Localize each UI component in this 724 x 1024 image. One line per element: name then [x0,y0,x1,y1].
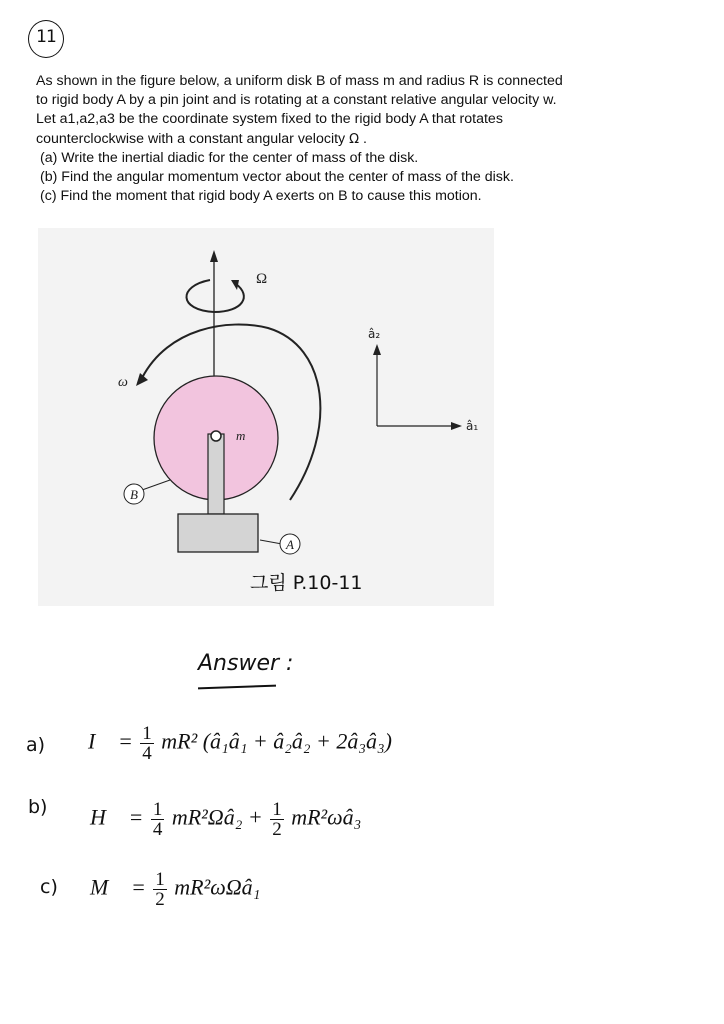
omega-arrowhead [136,373,148,386]
answer-b-label: b) [28,796,48,818]
answer-c-equation [90,870,260,909]
figure [38,228,494,606]
B-label: B [130,487,138,502]
answer-a-label: a) [26,734,46,756]
problem-number: 11 [36,27,56,47]
a1-label: â₁ [466,419,479,433]
pin-joint [211,431,221,441]
answer-a-fraction [140,724,154,763]
mass-label: m [236,428,246,443]
answer-b-lhs: H⃗ = [90,804,144,830]
figure-caption: 그림 P.10-11 [250,572,363,594]
problem-line-1: As shown in the figure below, a uniform disk B of mass m and radius R is connected [36,73,563,89]
disk-figure-svg [38,228,494,606]
answer-a-lhs: I⃗ = [88,728,133,754]
answer-c-denominator: 2 [155,889,165,910]
question-a: (a) Write the inertial diadic for the center of mass of the disk. [40,149,419,166]
answer-a-denominator: 4 [142,743,152,764]
a2-arrowhead [373,344,381,355]
answer-underline [198,685,276,690]
answer-c-lhs: M⃗ = [90,874,146,900]
answer-c-rhs: mR²ωΩâ₁ [174,874,261,900]
problem-line-2: to rigid body A by a pin joint and is rotating at a constant relative angular velocity w. [36,92,557,109]
answer-b-fraction-2 [270,800,284,839]
answer-b-numerator-2: 1 [272,799,282,820]
answer-a-numerator: 1 [142,723,152,744]
a2-label: â₂ [368,327,381,341]
Omega-arrowhead [231,280,239,290]
answer-c-label: c) [40,876,58,898]
a1-arrowhead [451,422,462,430]
omega-symbol: Ω [349,131,360,147]
problem-line-3: Let a1,a2,a3 be the coordinate system fixed to the rigid body A that rotates [36,111,503,128]
question-b: (b) Find the angular momentum vector about the center of mass of the disk. [40,169,514,186]
A-label: A [286,537,294,552]
answer-title: Answer : [198,651,294,676]
answer-c-numerator: 1 [155,869,165,890]
answer-a-rhs: mR² (â₁â₁ + â₂â₂ + 2â₃â₃) [161,728,392,754]
rigid-body-A [178,514,258,552]
vertical-axis-arrowhead [210,250,218,262]
problem-number-circle [28,20,64,58]
answer-b-numerator-1: 1 [152,799,163,820]
problem-line-4: counterclockwise with a constant angular velocity Ω . [36,130,367,147]
answer-b-denominator-1: 4 [152,819,163,840]
answer-b-denominator-2: 2 [272,819,282,840]
answer-b-end: mR²ωâ₃ [291,804,362,830]
omega-label: ω [118,375,128,390]
problem-line-4-text: counterclockwise with a constant angular velocity [36,130,350,147]
B-leader-line [142,480,170,490]
answer-b-fraction-1 [151,800,165,839]
answer-c-fraction [153,870,167,909]
Omega-label: Ω [256,271,268,287]
A-leader-line [260,540,282,544]
answer-a-equation [88,724,392,763]
problem-statement [36,72,686,206]
answer-b-middle: mR²Ωâ₂ + [171,804,263,830]
pin-link [208,434,224,514]
question-c: (c) Find the moment that rigid body A exerts on B to cause this motion. [40,188,482,205]
answer-b-equation [90,800,361,839]
